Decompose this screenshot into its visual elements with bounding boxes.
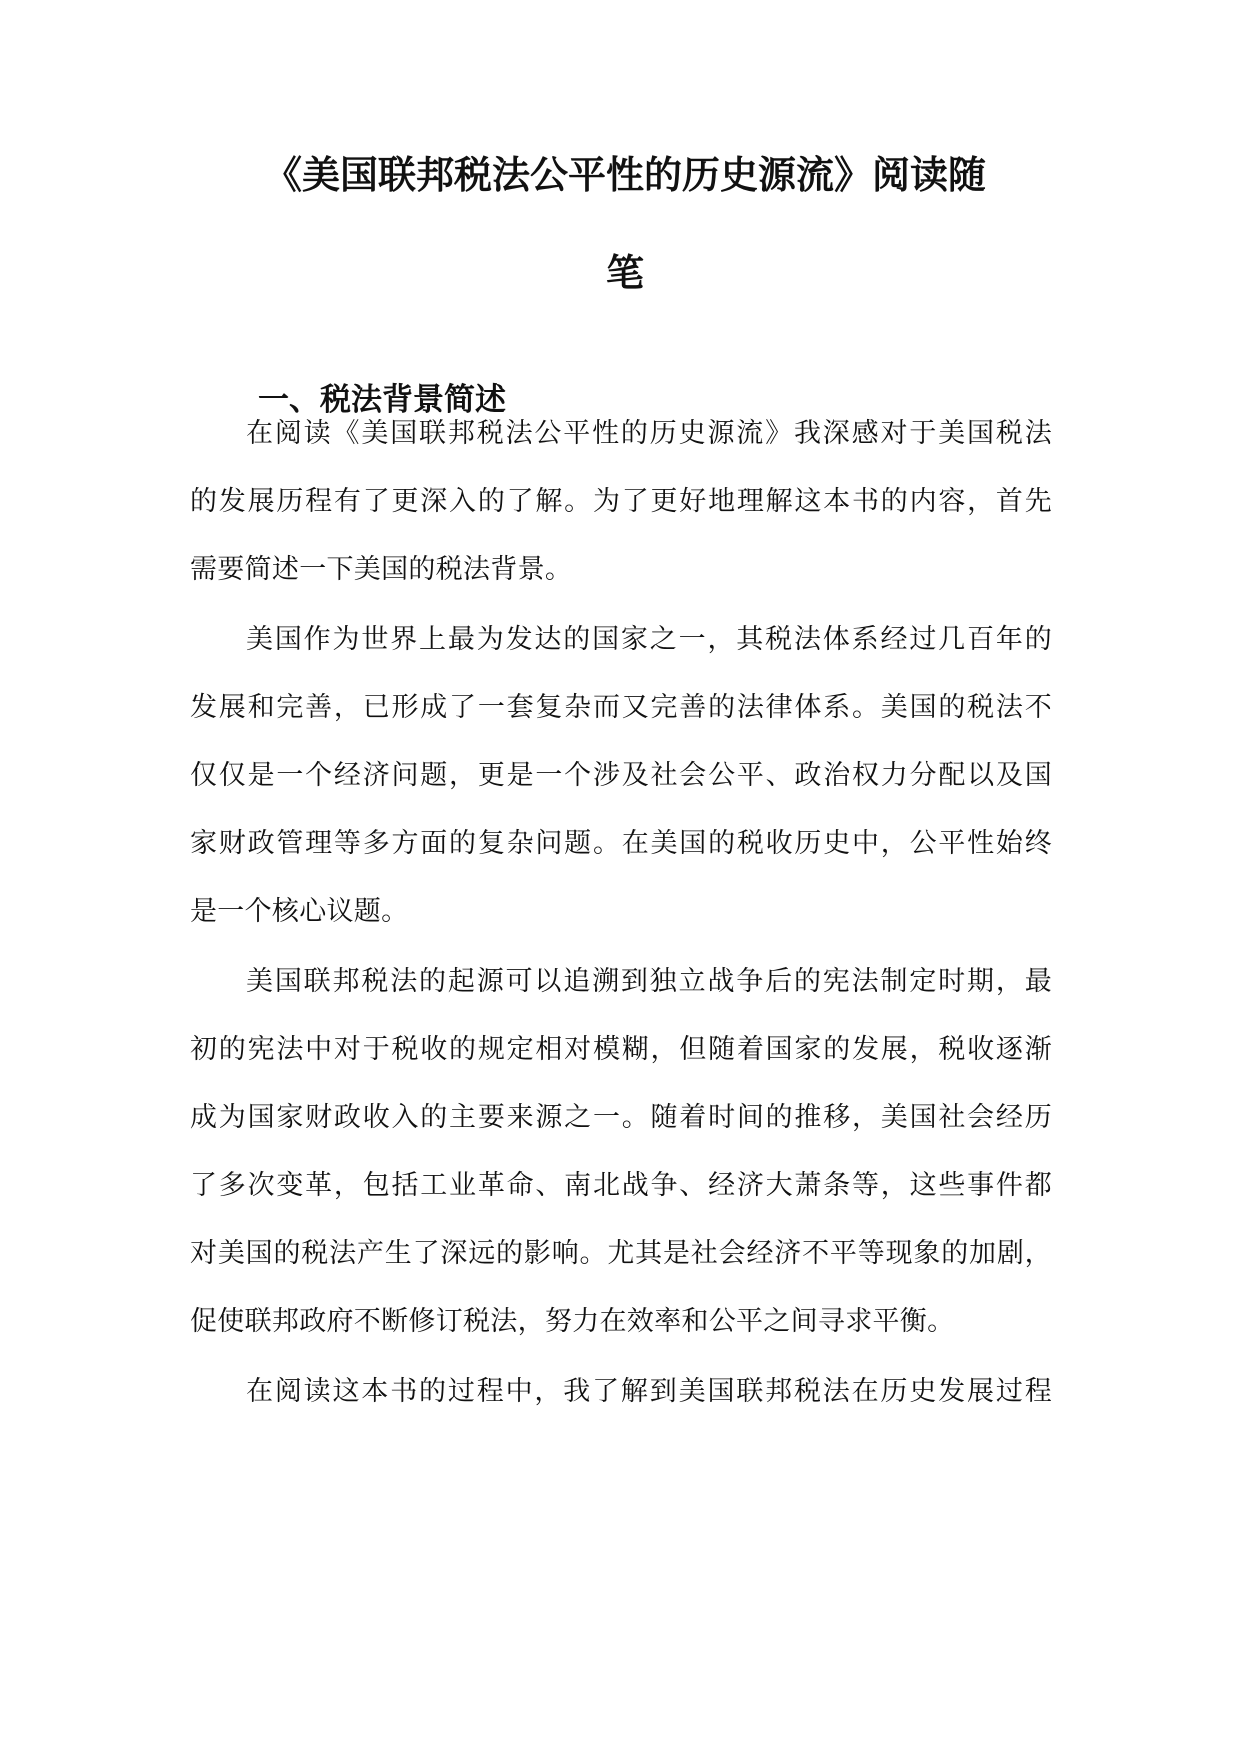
paragraph-line: 促使联邦政府不断修订税法，努力在效率和公平之间寻求平衡。 [190,1306,955,1337]
paragraph-line: 需要简述一下美国的税法背景。 [190,554,573,585]
document-title-line-1: 《美国联邦税法公平性的历史源流》阅读随 [263,153,986,197]
paragraph-line: 是一个核心议题。 [190,896,409,927]
paragraph-line: 家财政管理等多方面的复杂问题。在美国的税收历史中，公平性始终 [190,828,1052,859]
paragraph-line: 了多次变革，包括工业革命、南北战争、经济大萧条等，这些事件都 [190,1170,1052,1201]
paragraph-line: 成为国家财政收入的主要来源之一。随着时间的推移，美国社会经历 [190,1102,1052,1133]
paragraph-line: 在阅读这本书的过程中，我了解到美国联邦税法在历史发展过程 [246,1376,1052,1407]
paragraph-line: 对美国的税法产生了深远的影响。尤其是社会经济不平等现象的加剧， [190,1238,1052,1269]
paragraph-line: 初的宪法中对于税收的规定相对模糊，但随着国家的发展，税收逐渐 [190,1034,1052,1065]
paragraph-line: 发展和完善，已形成了一套复杂而又完善的法律体系。美国的税法不 [190,692,1052,723]
paragraph-line: 美国作为世界上最为发达的国家之一，其税法体系经过几百年的 [246,624,1052,655]
section-heading: 一、税法背景简述 [258,382,506,418]
paragraph-line: 美国联邦税法的起源可以追溯到独立战争后的宪法制定时期，最 [246,966,1052,997]
paragraph-line: 在阅读《美国联邦税法公平性的历史源流》我深感对于美国税法 [246,418,1052,449]
document-title-line-2: 笔 [605,251,644,295]
paragraph-line: 的发展历程有了更深入的了解。为了更好地理解这本书的内容，首先 [190,486,1052,517]
paragraph-line: 仅仅是一个经济问题，更是一个涉及社会公平、政治权力分配以及国 [190,760,1052,791]
